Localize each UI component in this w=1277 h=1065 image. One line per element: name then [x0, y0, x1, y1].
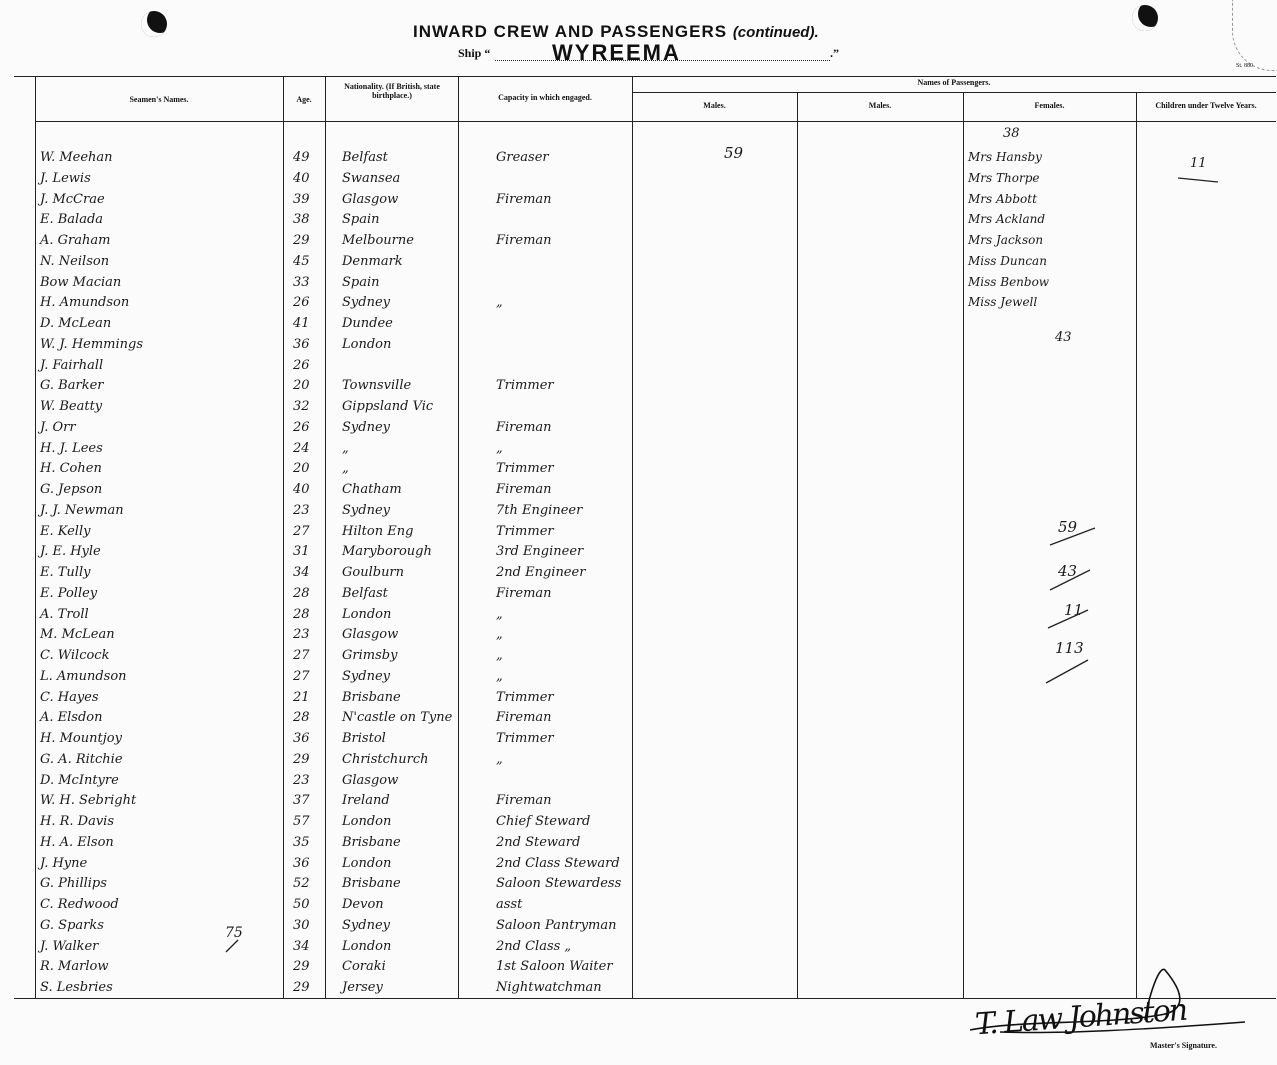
crew-nationality: Belfast: [342, 586, 388, 601]
tally-value-3: 11: [1064, 601, 1084, 619]
crew-nationality: Belfast: [342, 150, 388, 165]
crew-nationality: Gippsland Vic: [342, 399, 434, 414]
crew-nationality: Maryborough: [342, 544, 432, 559]
crew-age: 39: [293, 192, 310, 207]
tally-value-1: 59: [1058, 518, 1078, 536]
crew-capacity: 3rd Engineer: [496, 544, 584, 559]
crew-nationality: Goulburn: [342, 565, 405, 580]
crew-age: 30: [293, 918, 310, 933]
crew-name: G. Sparks: [40, 918, 104, 933]
crew-age: 26: [293, 358, 310, 373]
crew-nationality: Devon: [342, 897, 384, 912]
crew-name: W. H. Sebright: [40, 793, 137, 808]
crew-capacity: Nightwatchman: [496, 980, 602, 995]
crew-nationality: Coraki: [342, 959, 386, 974]
col-head-males2: Males.: [868, 101, 892, 110]
crew-capacity: Greaser: [496, 150, 549, 165]
form-number: St. 880: [1236, 63, 1254, 69]
crew-age: 29: [293, 752, 310, 767]
crew-age: 57: [293, 814, 310, 829]
crew-capacity: 7th Engineer: [496, 503, 583, 518]
crew-nationality: Bristol: [342, 731, 386, 746]
crew-capacity: 2nd Class Steward: [496, 856, 620, 871]
crew-age: 36: [293, 337, 310, 352]
female-passenger-name: Mrs Abbott: [968, 192, 1037, 206]
crew-nationality: Glasgow: [342, 773, 399, 788]
crew-capacity: Chief Steward: [496, 814, 591, 829]
crew-age: 38: [293, 212, 310, 227]
ship-close-quote: .”: [830, 46, 839, 60]
crew-name: W. Meehan: [40, 150, 113, 165]
crew-nationality: Chatham: [342, 482, 402, 497]
crew-name: G. Jepson: [40, 482, 103, 497]
crew-name: G. A. Ritchie: [40, 752, 123, 767]
crew-age: 41: [293, 316, 310, 331]
crew-name: G. Phillips: [40, 876, 107, 891]
crew-age: 29: [293, 233, 310, 248]
female-passenger-name: Mrs Thorpe: [968, 171, 1040, 185]
crew-name: E. Polley: [40, 586, 98, 601]
crew-name: N. Neilson: [40, 254, 110, 269]
col-head-nationality: Nationality. (If British, state birthplace.): [344, 82, 440, 100]
crew-age: 45: [293, 254, 310, 269]
signature-flourish: [960, 960, 1260, 1040]
master-signature-label: Master's Signature.: [1150, 1041, 1217, 1050]
crew-nationality: Dundee: [342, 316, 393, 331]
crew-capacity: Saloon Stewardess: [496, 876, 622, 891]
document-title: INWARD CREW AND PASSENGERS (continued).: [413, 22, 819, 41]
crew-nationality: London: [342, 607, 392, 622]
crew-name: H. J. Lees: [40, 441, 103, 456]
crew-nationality: London: [342, 939, 392, 954]
tally-value-2: 43: [1058, 562, 1078, 580]
crew-capacity: asst: [496, 897, 523, 912]
crew-capacity: „: [496, 441, 503, 456]
crew-capacity: Fireman: [496, 192, 552, 207]
crew-capacity: 1st Saloon Waiter: [496, 959, 613, 974]
crew-age: 27: [293, 669, 310, 684]
crew-age: 23: [293, 773, 310, 788]
crew-nationality: Hilton Eng: [342, 524, 414, 539]
crew-nationality: London: [342, 337, 392, 352]
crew-name: E. Tully: [40, 565, 91, 580]
crew-capacity: Fireman: [496, 233, 552, 248]
crew-nationality: Grimsby: [342, 648, 398, 663]
crew-name: C. Hayes: [40, 690, 99, 705]
crew-name: J. Orr: [40, 420, 76, 435]
crew-name: Bow Macian: [40, 275, 122, 290]
crew-nationality: Jersey: [342, 980, 383, 995]
crew-nationality: „: [342, 441, 349, 456]
female-passenger-name: Miss Duncan: [968, 254, 1047, 268]
crew-name: C. Redwood: [40, 897, 119, 912]
crew-nationality: Swansea: [342, 171, 401, 186]
crew-capacity: Fireman: [496, 420, 552, 435]
crew-name: J. McCrae: [40, 192, 105, 207]
crew-nationality: London: [342, 856, 392, 871]
crew-age: 40: [293, 482, 310, 497]
crew-age: 32: [293, 399, 310, 414]
crew-nationality: Sydney: [342, 918, 390, 933]
crew-age: 24: [293, 441, 310, 456]
crew-age: 29: [293, 959, 310, 974]
crew-nationality: Spain: [342, 212, 380, 227]
crew-name: D. McLean: [40, 316, 112, 331]
crew-name: W. Beatty: [40, 399, 103, 414]
crew-age: 31: [293, 544, 310, 559]
crew-name: M. McLean: [40, 627, 115, 642]
female-passenger-name: Mrs Hansby: [968, 150, 1042, 164]
females-count-top: 38: [1003, 126, 1020, 141]
crew-nationality: Brisbane: [342, 876, 401, 891]
crew-capacity: 2nd Class „: [496, 939, 572, 954]
crew-name: J. Walker: [40, 939, 99, 954]
crew-name: H. Cohen: [40, 461, 102, 476]
crew-age: 36: [293, 856, 310, 871]
crew-capacity: Trimmer: [496, 461, 554, 476]
crew-name: A. Elsdon: [40, 710, 103, 725]
col-head-age: Age.: [296, 95, 312, 104]
crew-age: 50: [293, 897, 310, 912]
crew-nationality: Melbourne: [342, 233, 414, 248]
crew-nationality: „: [342, 461, 349, 476]
crew-capacity: Fireman: [496, 586, 552, 601]
crew-capacity: 2nd Steward: [496, 835, 581, 850]
crew-age: 35: [293, 835, 310, 850]
crew-name: C. Wilcock: [40, 648, 110, 663]
crew-capacity: Fireman: [496, 793, 552, 808]
crew-name: L. Amundson: [40, 669, 127, 684]
tally-value-4: 113: [1055, 639, 1084, 657]
crew-nationality: Sydney: [342, 295, 390, 310]
crew-age: 37: [293, 793, 310, 808]
crew-name: G. Barker: [40, 378, 104, 393]
males-count-top: 59: [724, 144, 744, 162]
crew-age: 23: [293, 503, 310, 518]
crew-capacity: „: [496, 607, 503, 622]
crew-capacity: „: [496, 669, 503, 684]
crew-age: 28: [293, 586, 310, 601]
crew-name: J. Fairhall: [40, 358, 104, 373]
crew-name: E. Balada: [40, 212, 104, 227]
crew-nationality: Glasgow: [342, 192, 399, 207]
crew-age: 26: [293, 295, 310, 310]
crew-nationality: Sydney: [342, 503, 390, 518]
crew-capacity: Saloon Pantryman: [496, 918, 617, 933]
col-head-capacity: Capacity in which engaged.: [498, 93, 592, 102]
crew-capacity: Fireman: [496, 710, 552, 725]
crew-name: A. Troll: [40, 607, 89, 622]
crew-age: 40: [293, 171, 310, 186]
crew-nationality: Brisbane: [342, 835, 401, 850]
crew-name: R. Marlow: [40, 959, 109, 974]
crew-nationality: Brisbane: [342, 690, 401, 705]
crew-name: E. Kelly: [40, 524, 91, 539]
crew-nationality: London: [342, 814, 392, 829]
crew-age: 34: [293, 565, 310, 580]
females-count-after: 43: [1055, 330, 1072, 345]
crew-age: 28: [293, 710, 310, 725]
crew-age: 34: [293, 939, 310, 954]
crew-count-mark: 75: [225, 925, 243, 941]
crew-capacity: Trimmer: [496, 690, 554, 705]
crew-nationality: Ireland: [342, 793, 390, 808]
crew-name: D. McIntyre: [40, 773, 119, 788]
col-head-passengers: Names of Passengers.: [917, 78, 991, 87]
crew-age: 27: [293, 648, 310, 663]
children-count-top: 11: [1190, 156, 1207, 171]
crew-nationality: Glasgow: [342, 627, 399, 642]
crew-age: 20: [293, 461, 310, 476]
crew-name: H. A. Elson: [40, 835, 114, 850]
crew-name: J. Hyne: [40, 856, 88, 871]
crew-capacity: „: [496, 752, 503, 767]
crew-age: 28: [293, 607, 310, 622]
crew-name: W. J. Hemmings: [40, 337, 144, 352]
col-head-males1: Males.: [703, 101, 726, 110]
crew-nationality: Sydney: [342, 669, 390, 684]
crew-nationality: Christchurch: [342, 752, 429, 767]
col-head-females: Females.: [1034, 101, 1065, 110]
crew-name: H. Mountjoy: [40, 731, 122, 746]
ship-label: Ship “: [458, 46, 491, 60]
crew-capacity: 2nd Engineer: [496, 565, 586, 580]
female-passenger-name: Mrs Ackland: [968, 212, 1046, 226]
crew-age: 33: [293, 275, 310, 290]
crew-age: 27: [293, 524, 310, 539]
female-passenger-name: Mrs Jackson: [968, 233, 1044, 247]
crew-nationality: Sydney: [342, 420, 390, 435]
crew-capacity: Trimmer: [496, 378, 554, 393]
female-passenger-name: Miss Jewell: [968, 295, 1038, 309]
crew-capacity: „: [496, 648, 503, 663]
col-head-children: Children under Twelve Years.: [1155, 101, 1257, 110]
crew-name: H. Amundson: [40, 295, 130, 310]
crew-age: 23: [293, 627, 310, 642]
crew-nationality: Spain: [342, 275, 380, 290]
female-passenger-name: Miss Benbow: [968, 275, 1050, 289]
crew-capacity: Fireman: [496, 482, 552, 497]
crew-age: 21: [293, 690, 310, 705]
crew-name: J. E. Hyle: [40, 544, 101, 559]
crew-capacity: „: [496, 627, 503, 642]
col-head-seamen: Seamen's Names.: [129, 95, 189, 104]
crew-nationality: Townsville: [342, 378, 412, 393]
crew-name: J. J. Newman: [40, 503, 124, 518]
crew-name: J. Lewis: [40, 171, 91, 186]
ship-name: WYREEMA: [552, 40, 681, 65]
crew-age: 20: [293, 378, 310, 393]
crew-age: 52: [293, 876, 310, 891]
crew-capacity: Trimmer: [496, 731, 554, 746]
crew-age: 29: [293, 980, 310, 995]
crew-name: S. Lesbries: [40, 980, 113, 995]
crew-name: H. R. Davis: [40, 814, 115, 829]
crew-capacity: Trimmer: [496, 524, 554, 539]
crew-capacity: „: [496, 295, 503, 310]
crew-nationality: N'castle on Tyne: [342, 710, 453, 725]
crew-age: 26: [293, 420, 310, 435]
crew-name: A. Graham: [40, 233, 111, 248]
crew-nationality: Denmark: [342, 254, 403, 269]
master-signature: T. Law Johnston: [974, 992, 1188, 1043]
crew-age: 49: [293, 150, 310, 165]
crew-age: 36: [293, 731, 310, 746]
